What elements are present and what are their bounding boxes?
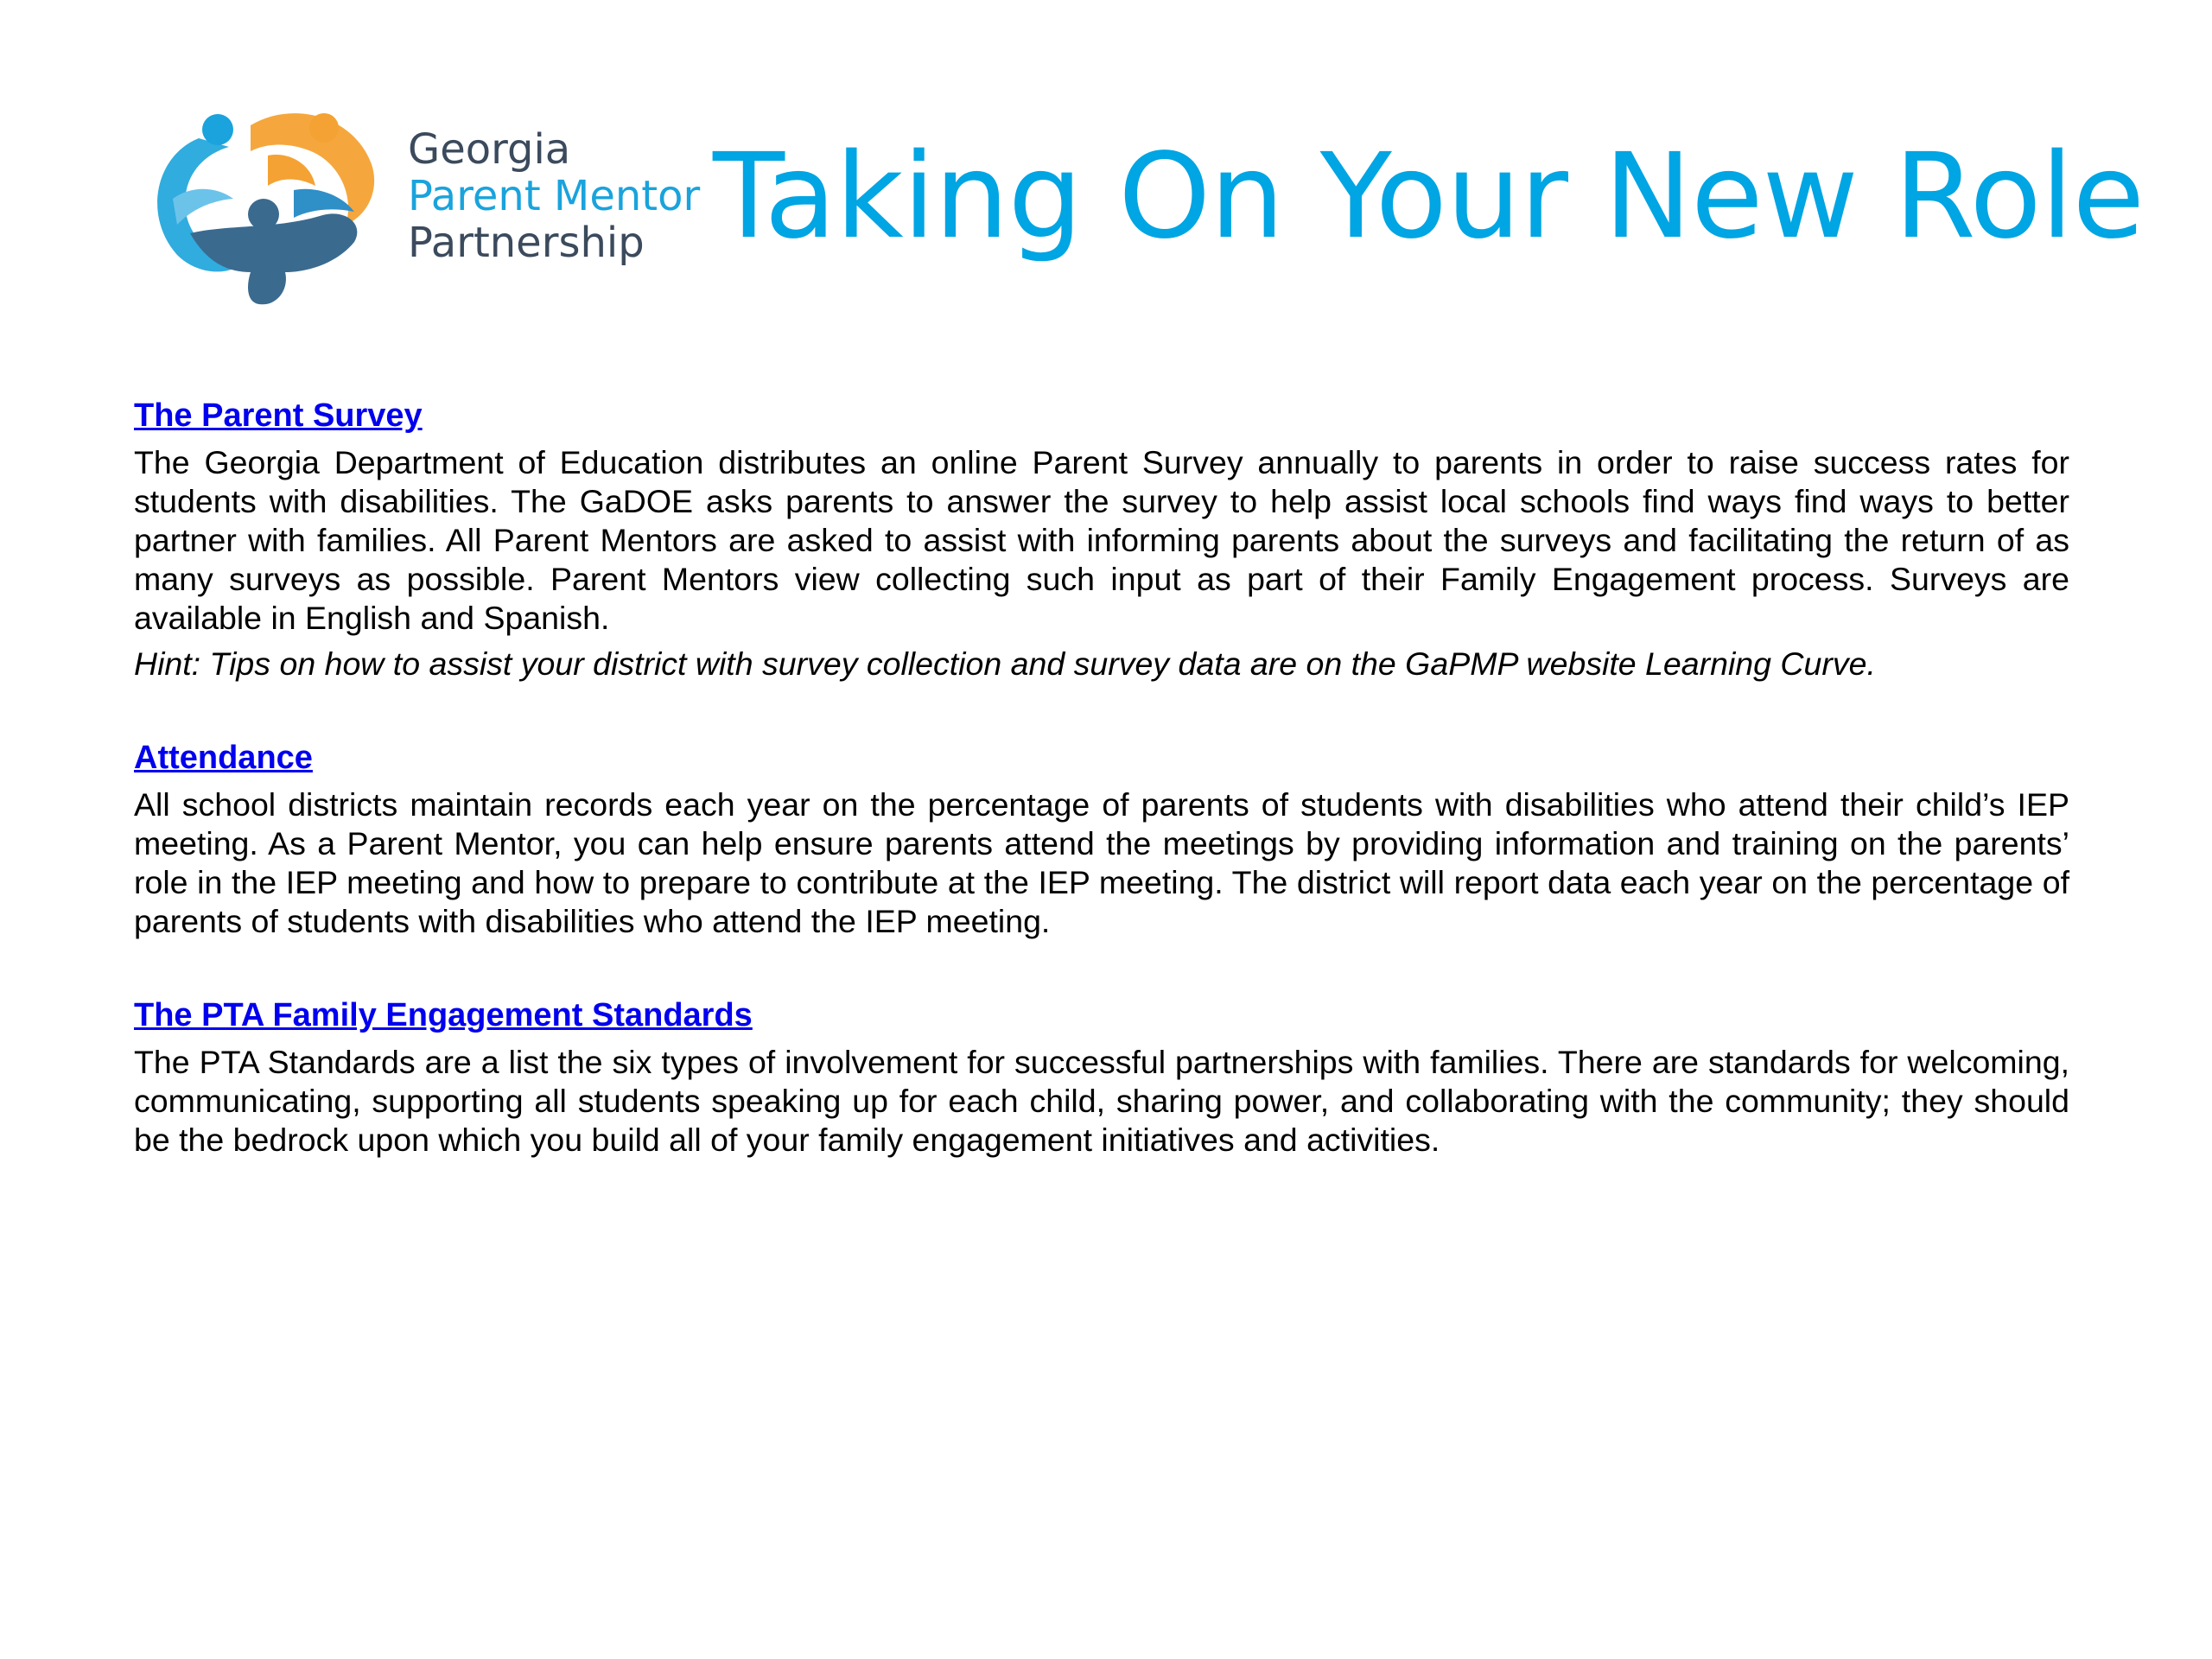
page-title: Taking On Your New Role: [713, 129, 2145, 265]
logo-line-georgia: Georgia: [408, 125, 571, 174]
logo-line-partnership: Partnership: [408, 219, 645, 267]
pta-standards-body: The PTA Standards are a list the six types of involvement for successful partnerships with families. There are standards for welcoming, communicating, supporting all students speaking up for each child, sharing power, and collaborating with the community; they should be the bedrock upon which you build all of your family engagement initiatives and activities.: [134, 1044, 2069, 1158]
gapmp-logo: [138, 104, 701, 311]
people-circle-logo-icon: [138, 104, 389, 311]
section-pta-standards: [134, 993, 2069, 1160]
pta-standards-link[interactable]: The PTA Family Engagement Standards: [134, 997, 753, 1033]
attendance-body: All school districts maintain records each year on the percentage of parents of students with disabilities who attend their child’s IEP meeting. As a Parent Mentor, you can help ensure parents attend the meetings by providing information and training on the parents’ role in the IEP meeting and how to prepare to contribute at the IEP meeting. The district will report data each year on the percentage of parents of students with disabilities who attend the IEP meeting.: [134, 786, 2069, 939]
section-parent-survey: [134, 393, 2069, 683]
attendance-link[interactable]: Attendance: [134, 740, 313, 776]
parent-survey-link[interactable]: The Parent Survey: [134, 397, 423, 434]
parent-survey-hint: Hint: Tips on how to assist your district with survey collection and survey data are on the GaPMP website Learning Curve.: [134, 645, 1876, 682]
parent-survey-body: The Georgia Department of Education distributes an online Parent Survey annually to parents in order to raise success rates for students with disabilities. The GaDOE asks parents to answer the survey to help assist local schools find ways find ways to better partner with families. All Parent Mentors are asked to assist with informing parents about the surveys and facilitating the return of as many surveys as possible. Parent Mentors view collecting such input as part of their Family Engagement process. Surveys are available in English and Spanish.: [134, 444, 2069, 636]
slide-content: [134, 393, 2069, 1211]
section-attendance: [134, 735, 2069, 941]
logo-line-parent-mentor: Parent Mentor: [408, 172, 701, 220]
logo-wordmark: [408, 126, 700, 266]
slide-header: [138, 104, 2145, 311]
